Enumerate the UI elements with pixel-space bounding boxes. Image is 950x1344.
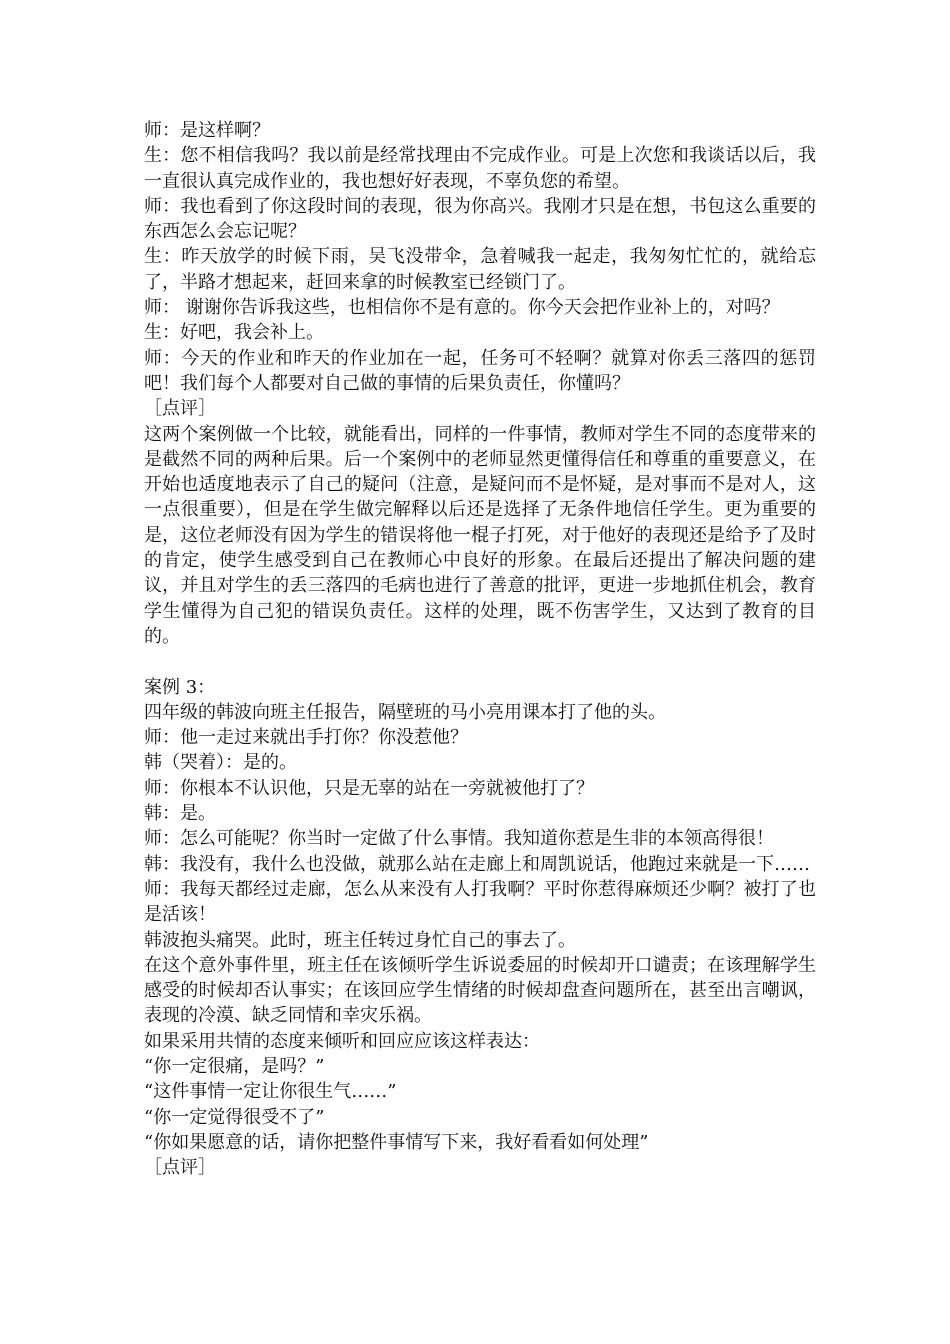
dialogue-line: 师：我每天都经过走廊，怎么从来没有人打我啊？平时你惹得麻烦还少啊？被打了也是活该！ [144, 878, 816, 926]
dialogue-line: 韩（哭着）：是的。 [144, 752, 297, 774]
example-quote: “你一定觉得很受不了” [144, 1106, 325, 1128]
dialogue-line: 师：他一走过来就出手打你？你没惹他？ [144, 727, 468, 749]
analysis-line: 如果采用共情的态度来倾听和回应应该这样表达： [144, 1030, 540, 1052]
analysis-paragraph: 在这个意外事件里，班主任在该倾听学生诉说委屈的时候却开口谴责；在该理解学生感受的时候却否认事实；在该回应学生情绪的时候却盘查问题所在，甚至出言嘲讽，表现的冷漠、缺乏同情和幸灾乐祸。 [144, 954, 816, 1027]
example-quote: “你一定很痛，是吗？” [144, 1055, 325, 1077]
dialogue-line: 师：我也看到了你这段时间的表现，很为你高兴。我刚才只是在想，书包这么重要的东西怎么会忘记呢？ [144, 195, 816, 243]
example-quote: “这件事情一定让你很生气……” [144, 1081, 397, 1103]
comment-heading: ［点评］ [144, 1157, 216, 1179]
dialogue-line: 韩：是。 [144, 803, 216, 825]
dialogue-line: 师：怎么可能呢？你当时一定做了什么事情。我知道你惹是生非的本领高得很！ [144, 828, 774, 850]
dialogue-line: 生：您不相信我吗？我以前是经常找理由不完成作业。可是上次您和我谈话以后，我一直很认真完成作业的，我也想好好表现，不辜负您的希望。 [144, 145, 816, 192]
dialogue-line: 师： 谢谢你告诉我这些，也相信你不是有意的。你今天会把作业补上的，对吗？ [144, 297, 780, 319]
dialogue-line: 师：今天的作业和昨天的作业加在一起，任务可不轻啊？就算对你丢三落四的惩罚吧！我们每个人都要对自己做的事情的后果负责任，你懂吗？ [144, 347, 816, 394]
case-heading: 案例 3： [144, 676, 216, 698]
comment-heading: ［点评］ [144, 398, 216, 420]
dialogue-line: 生：昨天放学的时候下雨，吴飞没带伞，急着喊我一起走，我匆匆忙忙的，就给忘了，半路才想起来，赶回来拿的时候教室已经锁门了。 [144, 246, 816, 293]
case-intro: 四年级的韩波向班主任报告，隔壁班的马小亮用课本打了他的头。 [144, 701, 666, 723]
example-quote: “你如果愿意的话，请你把整件事情写下来，我好看看如何处理” [144, 1131, 649, 1153]
dialogue-line: 师：是这样啊？ [144, 120, 270, 141]
narration-line: 韩波抱头痛哭。此时，班主任转过身忙自己的事去了。 [144, 929, 576, 951]
dialogue-line: 师：你根本不认识他，只是无辜的站在一旁就被他打了？ [144, 777, 594, 799]
dialogue-line: 韩：我没有，我什么也没做，就那么站在走廊上和周凯说话，他跑过来就是一下…… [144, 853, 810, 875]
dialogue-line: 生：好吧，我会补上。 [144, 322, 324, 344]
blank-line [144, 649, 816, 674]
comment-paragraph: 这两个案例做一个比较，就能看出，同样的一件事情，教师对学生不同的态度带来的是截然不同的两种后果。后一个案例中的老师显然更懂得信任和尊重的重要意义，在开始也适度地表示了自己的疑问（注意，是疑问而不是怀疑，是对事而不是对人，这一点很重要），但是在学生做完解释以后还是选择了无条件地信任学生。更为重要的是，这位老师没有因为学生的错误将他一棍子打死，对于他好的表现还是给予了及时的肯定，使学生感受到自己在教师心中良好的形象。在最后还提出了解决问题的建议，并且对学生的丢三落四的毛病也进行了善意的批评，更进一步地抓住机会，教育学生懂得为自己犯的错误负责任。这样的处理，既不伤害学生，又达到了教育的目的。 [144, 423, 816, 647]
document-page [144, 118, 816, 1180]
